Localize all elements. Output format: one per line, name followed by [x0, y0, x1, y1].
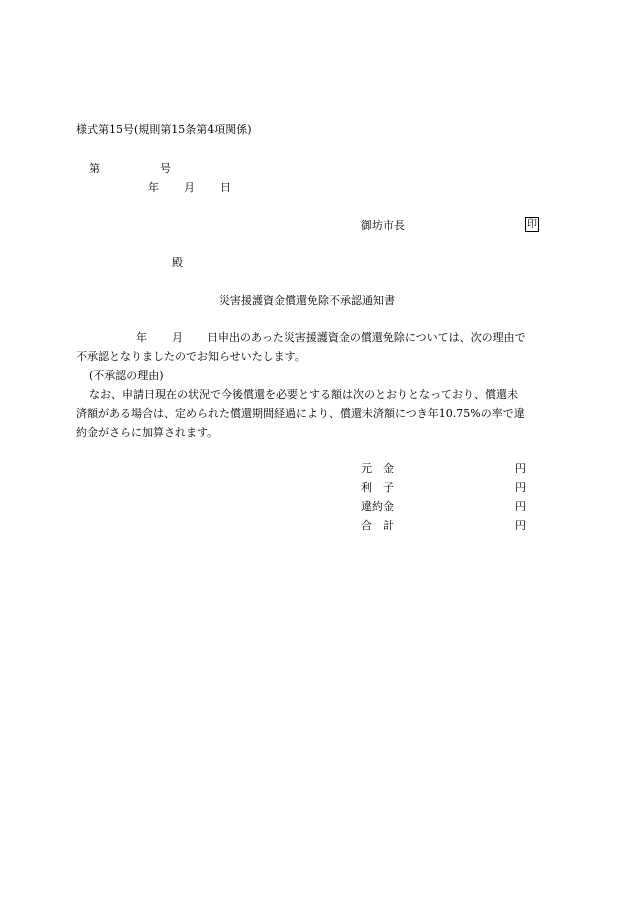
amount-unit-principal: 円	[515, 462, 526, 475]
amount-label-principal: 元 金	[361, 462, 394, 475]
note-line-2: 済額がある場合は、定められた償還期間経過により、償還未済額につき年10.75%の率で違	[76, 407, 525, 420]
seal-label: 印	[527, 219, 537, 230]
date-day: 日	[220, 181, 231, 194]
note-line-3: 約金がさらに加算されます。	[76, 426, 219, 439]
doc-number-suffix: 号	[160, 162, 171, 175]
doc-number-prefix: 第	[89, 162, 100, 175]
intro-line-1: 日申出のあった災害援護資金の償還免除については、次の理由で	[207, 331, 526, 344]
intro-line-2: 不承認となりましたのでお知らせいたします。	[76, 350, 306, 363]
intro-month: 月	[172, 331, 183, 344]
note-line-1: なお、申請日現在の状況で今後償還を必要とする額は次のとおりとなっており、償還未	[89, 388, 518, 401]
amount-label-total: 合 計	[361, 519, 394, 532]
reason-heading: (不承認の理由)	[89, 369, 164, 382]
sender-name: 御坊市長	[361, 219, 405, 232]
amount-unit-total: 円	[515, 519, 526, 532]
form-title: 様式第15号(規則第15条第4項関係)	[76, 123, 252, 136]
recipient-honorific: 殿	[172, 256, 183, 269]
date-year: 年	[148, 181, 159, 194]
seal-mark	[525, 217, 539, 232]
amount-label-penalty: 違約金	[361, 500, 394, 513]
date-month: 月	[184, 181, 195, 194]
amount-label-interest: 利 子	[361, 481, 394, 494]
intro-year: 年	[136, 331, 147, 344]
document-title: 災害援護資金償還免除不承認通知書	[219, 294, 395, 307]
amount-unit-interest: 円	[515, 481, 526, 494]
amount-unit-penalty: 円	[515, 500, 526, 513]
